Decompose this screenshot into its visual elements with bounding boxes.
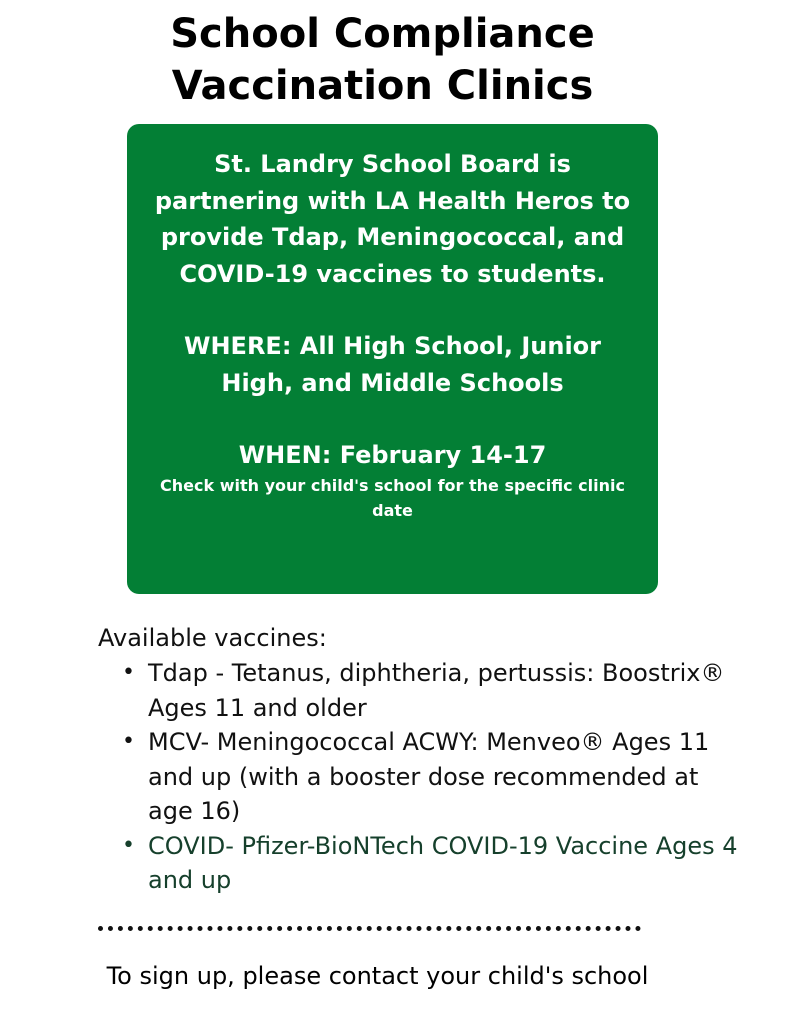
vaccine-item-text: Tdap - Tetanus, diphtheria, pertussis: Boostrix® Ages 11 and older	[148, 659, 725, 722]
vaccines-heading: Available vaccines:	[98, 624, 327, 652]
title-line-1: School Compliance	[170, 11, 595, 57]
bullet-icon: •	[122, 832, 135, 858]
vaccine-item-covid	[122, 829, 748, 898]
clinic-info-box	[127, 124, 658, 594]
vaccine-list	[122, 656, 748, 898]
bullet-icon: •	[122, 729, 135, 754]
vaccine-item-tdap	[122, 656, 748, 725]
where-text: WHERE: All High School, Junior High, and Middle Schools	[183, 332, 602, 397]
vaccine-item-mcv	[122, 725, 748, 829]
page-title	[0, 8, 765, 112]
signup-text: To sign up, please contact your child's school	[106, 962, 649, 990]
title-line-2: Vaccination Clinics	[171, 63, 594, 109]
vaccine-item-text: COVID- Pfizer-BioNTech COVID-19 Vaccine Ages 4 and up	[148, 831, 738, 894]
when-text: WHEN: February 14-17	[238, 441, 547, 469]
bullet-icon: •	[122, 660, 135, 685]
intro-text: St. Landry School Board is partnering with LA Health Heros to provide Tdap, Meningococcal, and COVID-19 vaccines to students.	[154, 150, 631, 288]
vaccine-item-text: MCV- Meningococcal ACWY: Menveo® Ages 11 and up (with a booster dose recommended at age 16)	[148, 728, 710, 825]
dotted-divider	[98, 926, 641, 931]
check-school-note: Check with your child's school for the specific clinic date	[160, 476, 625, 520]
